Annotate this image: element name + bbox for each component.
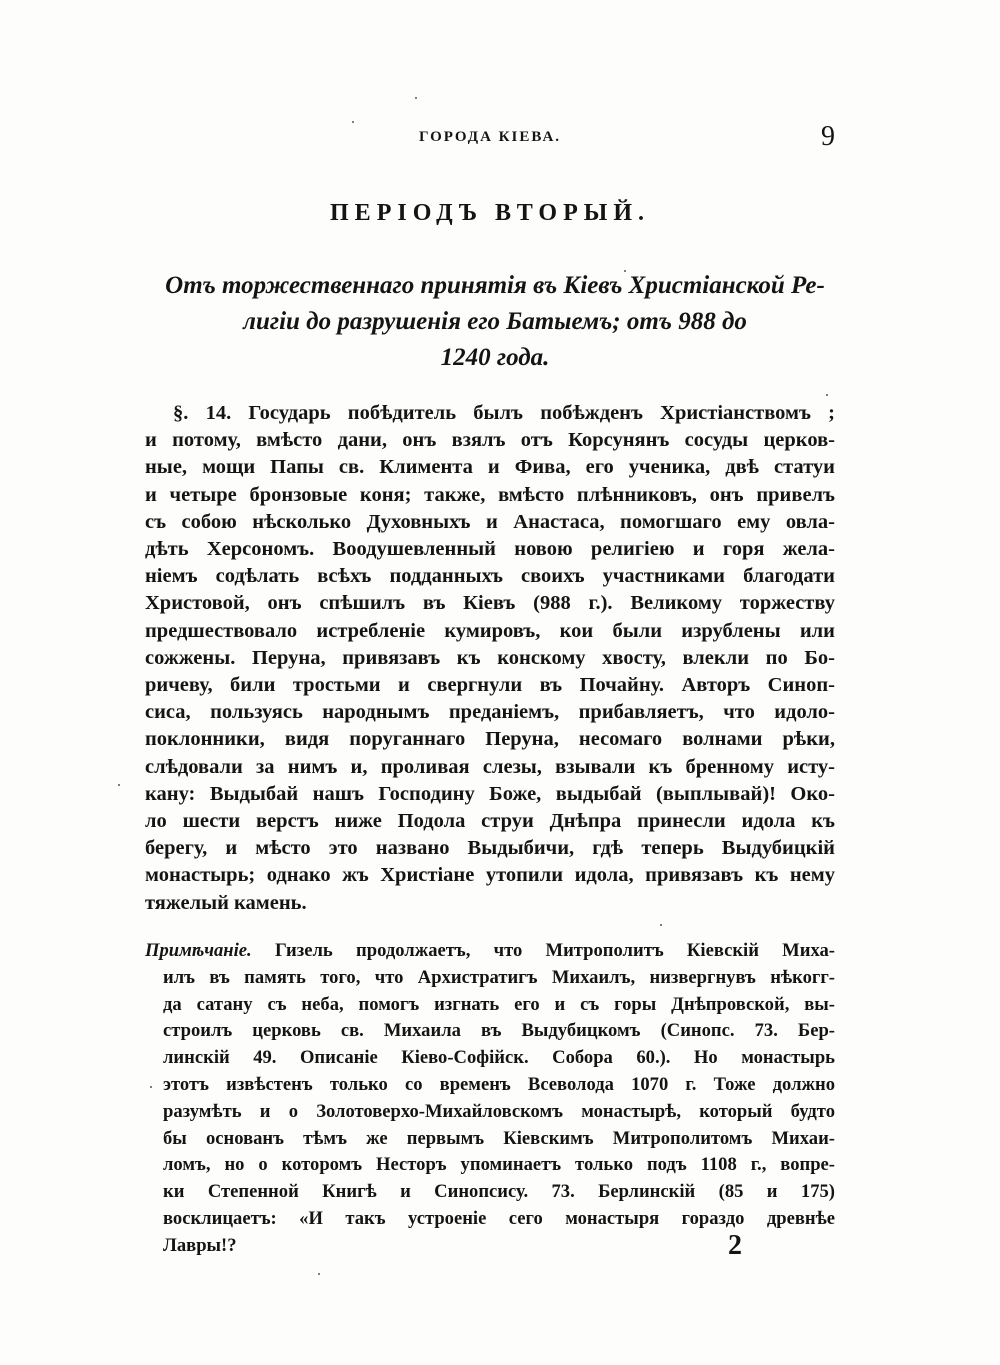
text-line: и потому, вмѣсто дани, онъ взялъ отъ Корсунянъ сосуды церков-	[145, 429, 835, 452]
footnote	[145, 938, 835, 1260]
footnote-text: Гизель продолжаетъ, что Митрополитъ Кіевскій Миха-	[274, 940, 835, 961]
footnote-line: разумѣть и о Золотоверхо-Михайловскомъ монастырѣ, который будто	[163, 1100, 835, 1122]
print-speck	[660, 924, 662, 926]
text-line: предшествовало истребленіе кумировъ, кои были изрублены или	[145, 619, 835, 642]
text-line: сожжены. Перуна, привязавъ къ конскому хвосту, влекли по Бо-	[145, 646, 835, 669]
print-speck	[415, 97, 417, 99]
print-speck	[118, 784, 120, 786]
subtitle-line: 1240 года.	[440, 344, 550, 371]
text-line: тяжелый камень.	[145, 891, 307, 914]
period-title: ПЕРІОДЪ ВТОРЫЙ.	[330, 200, 650, 226]
footnote-line: строилъ церковь св. Михаила въ Выдубицкомъ (Синопс. 73. Бер-	[163, 1020, 835, 1042]
text-line: кану: Выдыбай нашъ Господину Боже, выдыбай (выплывай)! Око-	[145, 782, 835, 805]
text-line: монастырь; однако жъ Христіане утопили идола, привязавъ къ нему	[145, 864, 835, 887]
text-line: ло шести верстъ ниже Подола струи Днѣпра принесли идола къ	[145, 810, 835, 833]
footnote-line: ломъ, но о которомъ Несторъ упоминаетъ только подъ 1108 г., вопре-	[163, 1154, 835, 1176]
print-speck	[624, 270, 626, 272]
text-line: поклонники, видя поруганнаго Перуна, несомаго волнами рѣки,	[145, 728, 835, 751]
footnote-label: Примѣчаніе.	[145, 940, 252, 961]
print-speck	[150, 1086, 152, 1088]
footnote-line: линскій 49. Описаніе Кіево-Софійск. Собора 60.). Но монастырь	[163, 1047, 835, 1069]
print-speck	[352, 121, 354, 123]
running-head	[145, 123, 835, 153]
text-line: сиса, пользуясь народнымъ преданіемъ, прибавляетъ, что идоло-	[145, 701, 835, 724]
footnote-line: да сатану съ неба, помогъ изгнать его и съ горы Днѣпровской, вы-	[163, 993, 835, 1015]
text-line: съ собою нѣсколько Духовныхъ и Анастаса, помогшаго ему овла-	[145, 510, 835, 533]
text-line: и четыре бронзовые коня; также, вмѣсто плѣнниковъ, онъ привелъ	[145, 483, 835, 506]
printers-signature-mark: 2	[728, 1230, 742, 1261]
text-line: ричеву, били тростьми и свергнули въ Почайну. Авторъ Синоп-	[145, 674, 835, 697]
print-speck	[826, 394, 828, 396]
text-line: Христовой, онъ спѣшилъ въ Кіевъ (988 г.). Великому торжеству	[145, 592, 835, 615]
subtitle-line: лигіи до разрушенія его Батыемъ; отъ 988 до	[243, 308, 747, 335]
text-line: ніемъ содѣлать всѣхъ подданныхъ своихъ участниками благодати	[145, 565, 835, 588]
footnote-line: ки Степенной Книгѣ и Синопсису. 73. Берлинскій (85 и 175)	[163, 1181, 835, 1203]
text-line: ные, мощи Папы св. Климента и Фива, его ученика, двѣ статуи	[145, 456, 835, 479]
footnote-line: Лавры!?	[163, 1234, 237, 1256]
footnote-line: илъ въ память того, что Архистратигъ Михаилъ, низвергнувъ нѣкогг-	[163, 966, 835, 988]
running-title: ГОРОДА КІЕВА.	[418, 129, 562, 145]
text-line: берегу, и мѣсто это названо Выдыбичи, гдѣ теперь Выдубицкій	[145, 837, 835, 860]
text-line: §. 14. Государь побѣдитель былъ побѣжденъ Христіанствомъ ;	[173, 402, 835, 424]
paragraph-14	[145, 400, 835, 917]
text-line: слѣдовали за нимъ и, проливая слезы, взывали къ бренному исту-	[145, 755, 835, 778]
page-number: 9	[821, 121, 835, 152]
print-speck	[318, 1273, 320, 1275]
subtitle-line: Отъ торжественнаго принятія въ Кіевъ Христіанской Ре-	[165, 272, 825, 299]
footnote-first-line	[145, 938, 835, 965]
footnote-line: этотъ извѣстенъ только со временъ Всеволода 1070 г. Тоже должно	[163, 1073, 835, 1095]
footnote-line: бы основанъ тѣмъ же первымъ Кіевскимъ Митрополитомъ Михаи-	[163, 1127, 835, 1149]
footnote-line: восклицаетъ: «И такъ устроеніе сего монастыря гораздо древнѣе	[163, 1207, 835, 1229]
period-subtitle	[150, 268, 840, 376]
text-line: дѣть Херсономъ. Воодушевленный новою религіею и горя жела-	[145, 538, 835, 561]
